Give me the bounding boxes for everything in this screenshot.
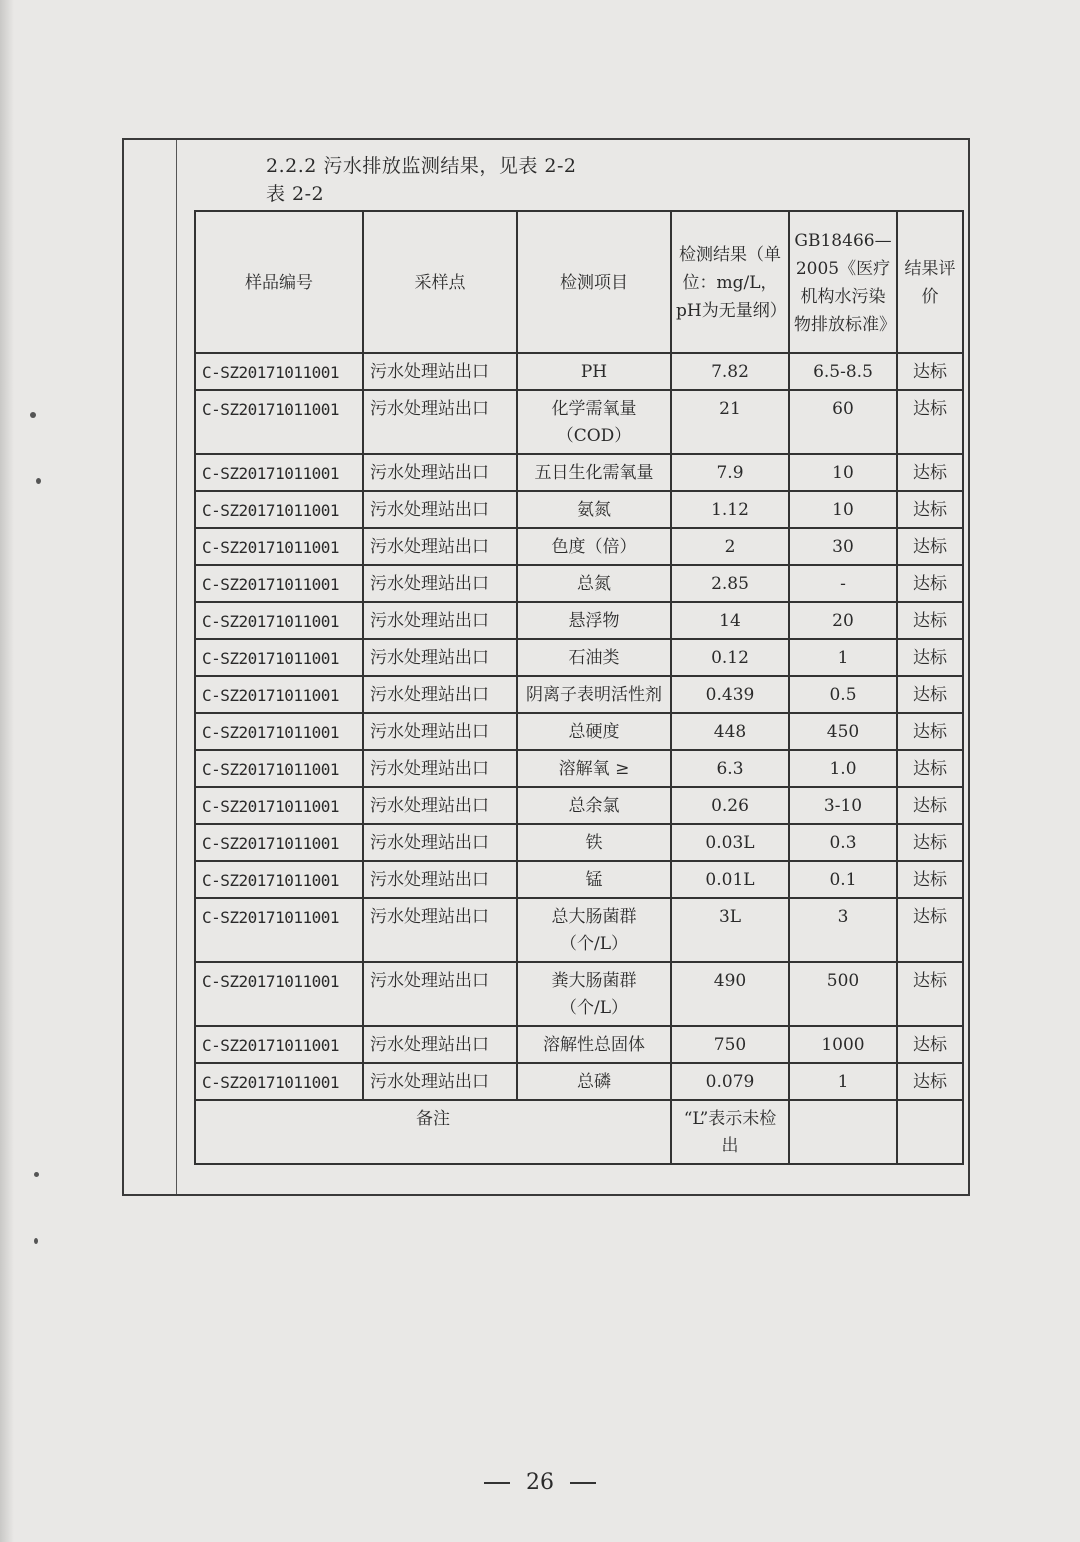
- sample-cell: C-SZ20171011001: [195, 353, 363, 390]
- sample-cell: C-SZ20171011001: [195, 528, 363, 565]
- table-row: [195, 861, 963, 898]
- test-item-cell: PH: [517, 353, 671, 390]
- standard-cell: -: [789, 565, 897, 602]
- sampling-point-cell: 污水处理站出口: [363, 787, 517, 824]
- result-cell: 2: [671, 528, 789, 565]
- results-table: [194, 210, 964, 1165]
- table-row: [195, 750, 963, 787]
- remark-label: 备注: [195, 1100, 671, 1164]
- test-item-cell: 总大肠菌群（个/L）: [517, 898, 671, 962]
- evaluation-cell: 达标: [897, 491, 963, 528]
- header-sample-id: 样品编号: [195, 211, 363, 353]
- sampling-point-cell: 污水处理站出口: [363, 898, 517, 962]
- table-row: [195, 565, 963, 602]
- evaluation-cell: 达标: [897, 1063, 963, 1100]
- section-title: 2.2.2 污水排放监测结果，见表 2-2: [266, 155, 577, 177]
- standard-cell: 1: [789, 639, 897, 676]
- sampling-point-cell: 污水处理站出口: [363, 962, 517, 1026]
- sampling-point-cell: 污水处理站出口: [363, 491, 517, 528]
- header-result: 检测结果（单位：mg/L，pH为无量纲）: [671, 211, 789, 353]
- evaluation-cell: 达标: [897, 1026, 963, 1063]
- sampling-point-cell: 污水处理站出口: [363, 639, 517, 676]
- test-item-cell: 溶解性总固体: [517, 1026, 671, 1063]
- table-row: [195, 639, 963, 676]
- remark-empty-cell: [789, 1100, 897, 1164]
- section-heading: [266, 152, 577, 208]
- result-cell: 0.079: [671, 1063, 789, 1100]
- sampling-point-cell: 污水处理站出口: [363, 454, 517, 491]
- evaluation-cell: 达标: [897, 390, 963, 454]
- header-sampling-point: 采样点: [363, 211, 517, 353]
- sample-cell: C-SZ20171011001: [195, 1026, 363, 1063]
- evaluation-cell: 达标: [897, 639, 963, 676]
- test-item-cell: 溶解氧 ≥: [517, 750, 671, 787]
- sample-cell: C-SZ20171011001: [195, 787, 363, 824]
- table-row: [195, 353, 963, 390]
- page-number-dash: [484, 1482, 510, 1484]
- standard-cell: 6.5-8.5: [789, 353, 897, 390]
- result-cell: 448: [671, 713, 789, 750]
- standard-cell: 60: [789, 390, 897, 454]
- table-label: 表 2-2: [266, 183, 325, 205]
- sample-cell: C-SZ20171011001: [195, 390, 363, 454]
- result-cell: 0.439: [671, 676, 789, 713]
- test-item-cell: 粪大肠菌群（个/L）: [517, 962, 671, 1026]
- test-item-cell: 五日生化需氧量: [517, 454, 671, 491]
- result-cell: 21: [671, 390, 789, 454]
- standard-cell: 10: [789, 454, 897, 491]
- evaluation-cell: 达标: [897, 713, 963, 750]
- sampling-point-cell: 污水处理站出口: [363, 861, 517, 898]
- result-cell: 750: [671, 1026, 789, 1063]
- table-row: [195, 676, 963, 713]
- header-standard: GB18466—2005《医疗机构水污染物排放标准》: [789, 211, 897, 353]
- evaluation-cell: 达标: [897, 353, 963, 390]
- page-number-dash: [570, 1482, 596, 1484]
- test-item-cell: 总氮: [517, 565, 671, 602]
- standard-cell: 3-10: [789, 787, 897, 824]
- margin-rule: [176, 140, 177, 1194]
- sample-cell: C-SZ20171011001: [195, 713, 363, 750]
- results-table-wrap: [194, 210, 962, 1165]
- evaluation-cell: 达标: [897, 962, 963, 1026]
- evaluation-cell: 达标: [897, 528, 963, 565]
- page-number: [0, 1470, 1080, 1495]
- sample-cell: C-SZ20171011001: [195, 639, 363, 676]
- test-item-cell: 总余氯: [517, 787, 671, 824]
- table-row: [195, 454, 963, 491]
- test-item-cell: 总磷: [517, 1063, 671, 1100]
- evaluation-cell: 达标: [897, 676, 963, 713]
- sampling-point-cell: 污水处理站出口: [363, 565, 517, 602]
- test-item-cell: 锰: [517, 861, 671, 898]
- sampling-point-cell: 污水处理站出口: [363, 602, 517, 639]
- result-cell: 6.3: [671, 750, 789, 787]
- page-number-value: 26: [526, 1470, 554, 1495]
- standard-cell: 500: [789, 962, 897, 1026]
- standard-cell: 450: [789, 713, 897, 750]
- result-cell: 14: [671, 602, 789, 639]
- table-row: [195, 824, 963, 861]
- page-edge-shadow: [0, 0, 14, 1542]
- standard-cell: 20: [789, 602, 897, 639]
- sampling-point-cell: 污水处理站出口: [363, 750, 517, 787]
- sample-cell: C-SZ20171011001: [195, 898, 363, 962]
- evaluation-cell: 达标: [897, 602, 963, 639]
- table-row: [195, 528, 963, 565]
- header-test-item: 检测项目: [517, 211, 671, 353]
- sample-cell: C-SZ20171011001: [195, 824, 363, 861]
- sample-cell: C-SZ20171011001: [195, 491, 363, 528]
- table-row: [195, 962, 963, 1026]
- sample-cell: C-SZ20171011001: [195, 1063, 363, 1100]
- sample-cell: C-SZ20171011001: [195, 602, 363, 639]
- sampling-point-cell: 污水处理站出口: [363, 528, 517, 565]
- table-row: [195, 602, 963, 639]
- result-cell: 0.01L: [671, 861, 789, 898]
- header-evaluation: 结果评价: [897, 211, 963, 353]
- evaluation-cell: 达标: [897, 824, 963, 861]
- result-cell: 7.9: [671, 454, 789, 491]
- scan-speck: [36, 478, 41, 484]
- sampling-point-cell: 污水处理站出口: [363, 353, 517, 390]
- scan-speck: [34, 1172, 39, 1177]
- standard-cell: 0.3: [789, 824, 897, 861]
- scan-speck: [30, 412, 36, 418]
- sample-cell: C-SZ20171011001: [195, 454, 363, 491]
- standard-cell: 1000: [789, 1026, 897, 1063]
- remark-empty-cell: [897, 1100, 963, 1164]
- table-body: [195, 353, 963, 1100]
- result-cell: 7.82: [671, 353, 789, 390]
- result-cell: 0.26: [671, 787, 789, 824]
- result-cell: 2.85: [671, 565, 789, 602]
- standard-cell: 1: [789, 1063, 897, 1100]
- table-row: [195, 898, 963, 962]
- sampling-point-cell: 污水处理站出口: [363, 1063, 517, 1100]
- standard-cell: 0.1: [789, 861, 897, 898]
- result-cell: 0.12: [671, 639, 789, 676]
- evaluation-cell: 达标: [897, 454, 963, 491]
- table-row: [195, 1063, 963, 1100]
- test-item-cell: 总硬度: [517, 713, 671, 750]
- table-row: [195, 1026, 963, 1063]
- table-row: [195, 713, 963, 750]
- standard-cell: 10: [789, 491, 897, 528]
- result-cell: 490: [671, 962, 789, 1026]
- evaluation-cell: 达标: [897, 750, 963, 787]
- result-cell: 3L: [671, 898, 789, 962]
- standard-cell: 1.0: [789, 750, 897, 787]
- scan-speck: [34, 1238, 38, 1244]
- sample-cell: C-SZ20171011001: [195, 565, 363, 602]
- test-item-cell: 色度（倍）: [517, 528, 671, 565]
- sampling-point-cell: 污水处理站出口: [363, 676, 517, 713]
- table-row: [195, 491, 963, 528]
- sample-cell: C-SZ20171011001: [195, 962, 363, 1026]
- evaluation-cell: 达标: [897, 787, 963, 824]
- test-item-cell: 化学需氧量（COD）: [517, 390, 671, 454]
- header-row: [195, 211, 963, 353]
- result-cell: 0.03L: [671, 824, 789, 861]
- evaluation-cell: 达标: [897, 565, 963, 602]
- remark-text: “L”表示未检出: [671, 1100, 789, 1164]
- test-item-cell: 氨氮: [517, 491, 671, 528]
- remark-row: [195, 1100, 963, 1164]
- sampling-point-cell: 污水处理站出口: [363, 390, 517, 454]
- test-item-cell: 悬浮物: [517, 602, 671, 639]
- sampling-point-cell: 污水处理站出口: [363, 1026, 517, 1063]
- standard-cell: 30: [789, 528, 897, 565]
- table-row: [195, 787, 963, 824]
- sample-cell: C-SZ20171011001: [195, 861, 363, 898]
- evaluation-cell: 达标: [897, 898, 963, 962]
- evaluation-cell: 达标: [897, 861, 963, 898]
- table-row: [195, 390, 963, 454]
- test-item-cell: 阴离子表明活性剂: [517, 676, 671, 713]
- standard-cell: 3: [789, 898, 897, 962]
- sampling-point-cell: 污水处理站出口: [363, 824, 517, 861]
- result-cell: 1.12: [671, 491, 789, 528]
- sample-cell: C-SZ20171011001: [195, 750, 363, 787]
- test-item-cell: 石油类: [517, 639, 671, 676]
- standard-cell: 0.5: [789, 676, 897, 713]
- sample-cell: C-SZ20171011001: [195, 676, 363, 713]
- test-item-cell: 铁: [517, 824, 671, 861]
- sampling-point-cell: 污水处理站出口: [363, 713, 517, 750]
